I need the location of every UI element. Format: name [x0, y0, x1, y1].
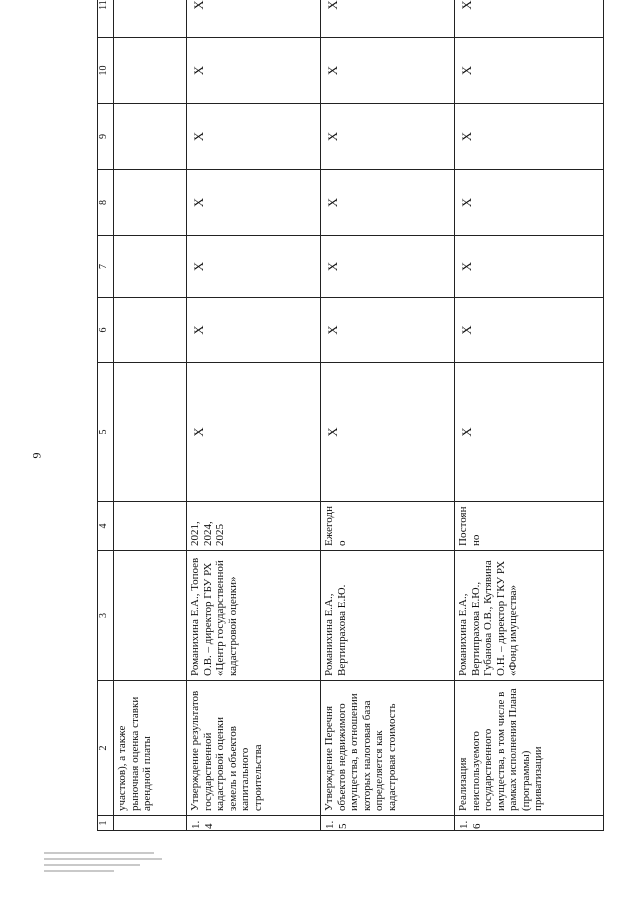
mark-cell: [114, 0, 187, 38]
executors-cell: Романихина Е.А., Топоев О.В. – директор ГБУ РХ «Центр государственной кадастровой оценки»: [187, 551, 321, 681]
event-cell: участков), а также рыночная оценка ставки арендной платы: [114, 681, 187, 816]
mark-cell: X: [187, 363, 321, 502]
executors-cell: [114, 551, 187, 681]
period-cell: Ежегодно: [321, 502, 455, 551]
column-header: 10: [98, 38, 114, 104]
mark-cell: X: [321, 104, 455, 170]
table-row: [455, 0, 604, 831]
column-header: 2: [98, 681, 114, 816]
column-header: 8: [98, 170, 114, 236]
mark-cell: [114, 298, 187, 363]
mark-cell: X: [187, 104, 321, 170]
column-header: 7: [98, 236, 114, 298]
column-header: 9: [98, 104, 114, 170]
row-number: 1.6: [455, 816, 604, 831]
column-header: 5: [98, 363, 114, 502]
mark-cell: [114, 170, 187, 236]
mark-cell: X: [187, 298, 321, 363]
event-cell: Утверждение результатов государственной кадастровой оценки земель и объектов капитального строительства: [187, 681, 321, 816]
executors-cell: Романихина Е.А., Вертипрахова Е.Ю., Губанова О.В., Кутявина О.Н. – директор ГКУ РХ «Фонд имущества»: [455, 551, 604, 681]
table-row: [114, 0, 187, 831]
table-row: [187, 0, 321, 831]
mark-cell: [114, 38, 187, 104]
faded-stamp: [44, 852, 166, 890]
mark-cell: X: [321, 236, 455, 298]
mark-cell: X: [187, 0, 321, 38]
period-cell: [114, 502, 187, 551]
mark-cell: X: [321, 363, 455, 502]
mark-cell: [114, 363, 187, 502]
event-cell: Реализация неиспользуемого государственного имущества, в том числе в рамках исполнения Плана (программы) приватизации: [455, 681, 604, 816]
mark-cell: X: [187, 38, 321, 104]
mark-cell: X: [187, 170, 321, 236]
table-row: [321, 0, 455, 831]
executors-cell: Романихина Е.А., Вертипрахова Е.Ю.: [321, 551, 455, 681]
row-number: 1.4: [187, 816, 321, 831]
period-cell: Постоянно: [455, 502, 604, 551]
column-header: 4: [98, 502, 114, 551]
mark-cell: X: [321, 38, 455, 104]
mark-cell: X: [321, 170, 455, 236]
mark-cell: [114, 104, 187, 170]
mark-cell: X: [455, 170, 604, 236]
mark-cell: X: [321, 0, 455, 38]
column-header: 11: [98, 0, 114, 38]
column-header: 1: [98, 816, 114, 831]
event-cell: Утверждение Перечня объектов недвижимого имущества, в отношении которых налоговая база определяется как кадастровая стоимость: [321, 681, 455, 816]
mark-cell: [114, 236, 187, 298]
header-row: [98, 0, 114, 831]
page-number: 9: [29, 452, 44, 459]
mark-cell: X: [455, 236, 604, 298]
mark-cell: X: [455, 104, 604, 170]
mark-cell: X: [455, 38, 604, 104]
column-header: 3: [98, 551, 114, 681]
column-header: 6: [98, 298, 114, 363]
mark-cell: X: [187, 236, 321, 298]
mark-cell: X: [455, 298, 604, 363]
plan-table: [97, 0, 604, 831]
mark-cell: X: [455, 363, 604, 502]
rotated-table-container: [97, 0, 604, 831]
mark-cell: X: [321, 298, 455, 363]
row-number: 1.5: [321, 816, 455, 831]
period-cell: 2021, 2024, 2025: [187, 502, 321, 551]
row-number: [114, 816, 187, 831]
mark-cell: X: [455, 0, 604, 38]
